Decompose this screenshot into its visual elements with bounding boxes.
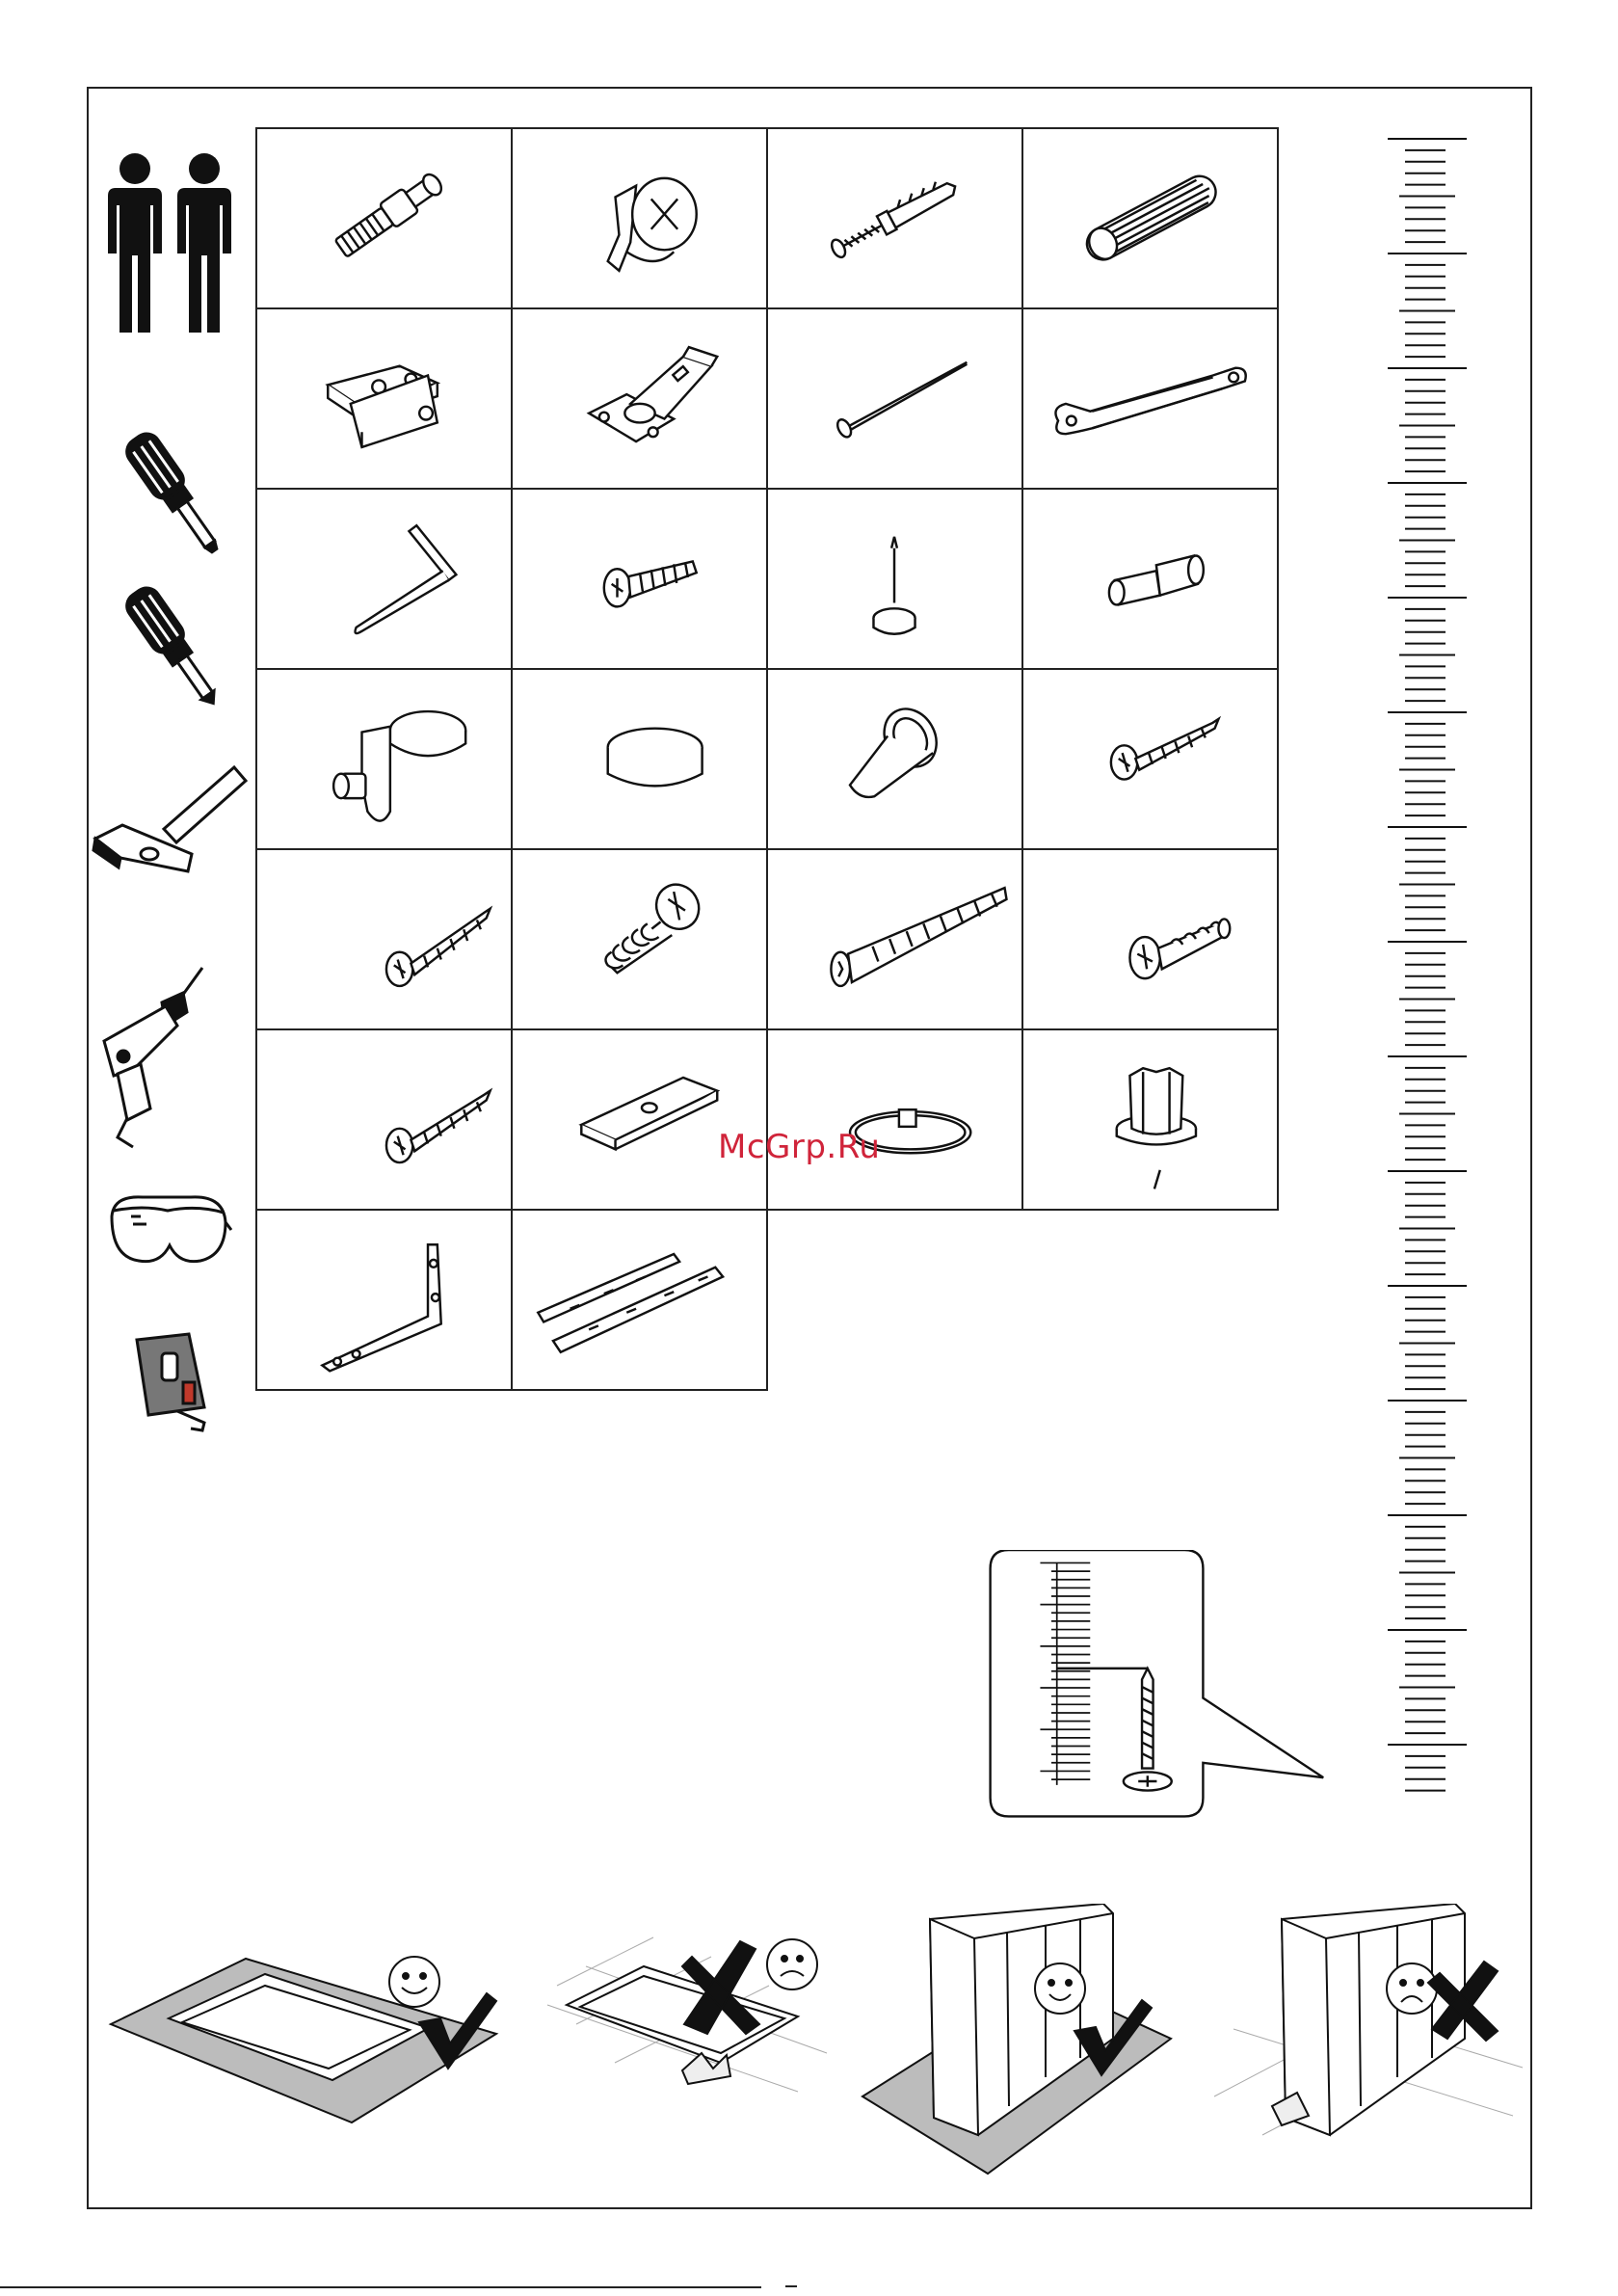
screw-length-callout: [973, 1550, 1359, 1828]
footer-mark: [785, 2285, 797, 2287]
euro-screw-icon: [513, 850, 766, 1028]
long-confirmat-screw-icon: [768, 850, 1021, 1028]
wall-plug-screw-icon: [768, 129, 1021, 307]
part-cell: [1021, 488, 1279, 670]
part-cell: [1021, 668, 1279, 850]
part-cell: [1021, 1028, 1279, 1211]
cover-cap-icon: [513, 670, 766, 848]
part-cell: [766, 668, 1023, 850]
part-cell: [255, 1028, 513, 1211]
part-cell: [255, 307, 513, 490]
part-cell: [766, 127, 1023, 309]
flat-screwdriver-icon: [108, 429, 233, 564]
hinge-plate-icon: [257, 309, 511, 488]
wood-screw-long-icon: [257, 850, 511, 1028]
nail-icon: [768, 309, 1021, 488]
part-cell: [511, 1209, 768, 1391]
parts-grid: [255, 127, 1285, 1403]
handle-icon: [1023, 309, 1277, 488]
wood-screw-icon: [257, 1030, 511, 1209]
part-cell: [255, 1209, 513, 1391]
part-cell: [255, 848, 513, 1030]
mounting-plate-icon: [513, 1030, 766, 1209]
part-cell: [766, 488, 1023, 670]
tape-measure-icon: [127, 1330, 214, 1436]
cone-plug-icon: [768, 670, 1021, 848]
part-cell: [511, 488, 768, 670]
safety-glasses-icon: [104, 1188, 234, 1284]
cam-lock-icon: [513, 129, 766, 307]
glide-nail-icon: [768, 490, 1021, 668]
part-cell: [255, 488, 513, 670]
footer-rule: [0, 2286, 761, 2288]
shelf-support-pin-icon: [1023, 490, 1277, 668]
part-cell: [511, 1028, 768, 1211]
cabinet-hinge-icon: [513, 309, 766, 488]
part-cell: [511, 848, 768, 1030]
part-cell: [255, 668, 513, 850]
cam-bolt-dowel-icon: [257, 129, 511, 307]
angle-bracket-icon: [257, 1211, 511, 1389]
adjustable-foot-icon: [1023, 1030, 1277, 1209]
part-cell: [511, 307, 768, 490]
scene-assemble-on-rug-correct: [101, 1899, 506, 2188]
wood-screw-icon: [1023, 670, 1277, 848]
drawer-slides-icon: [513, 1211, 766, 1389]
scene-assemble-on-hard-floor-wrong: [538, 1899, 856, 2188]
scene-upright-on-hard-floor-wrong: [1205, 1904, 1532, 2193]
ring-fastener-icon: [768, 1030, 1021, 1209]
part-cell: [1021, 848, 1279, 1030]
short-euro-screw-icon: [1023, 850, 1277, 1028]
part-cell: [1021, 127, 1279, 309]
part-cell: [766, 848, 1023, 1030]
phillips-screwdriver-icon: [108, 583, 233, 718]
allen-key-icon: [257, 490, 511, 668]
two-persons-icon: [104, 149, 239, 333]
part-cell: [766, 1028, 1023, 1211]
measuring-ruler: [1386, 133, 1472, 1804]
part-cell: [1021, 307, 1279, 490]
part-cell: [255, 127, 513, 309]
hammer-icon: [92, 761, 255, 916]
part-cell: [766, 307, 1023, 490]
part-cell: [511, 127, 768, 309]
watermark: McGrp.Ru: [718, 1128, 881, 1166]
wooden-dowel-icon: [1023, 129, 1277, 307]
part-cell: [511, 668, 768, 850]
shelf-support-clip-icon: [257, 670, 511, 848]
scene-upright-on-rug-correct: [853, 1904, 1180, 2193]
electric-drill-icon: [94, 964, 220, 1157]
machine-bolt-icon: [513, 490, 766, 668]
